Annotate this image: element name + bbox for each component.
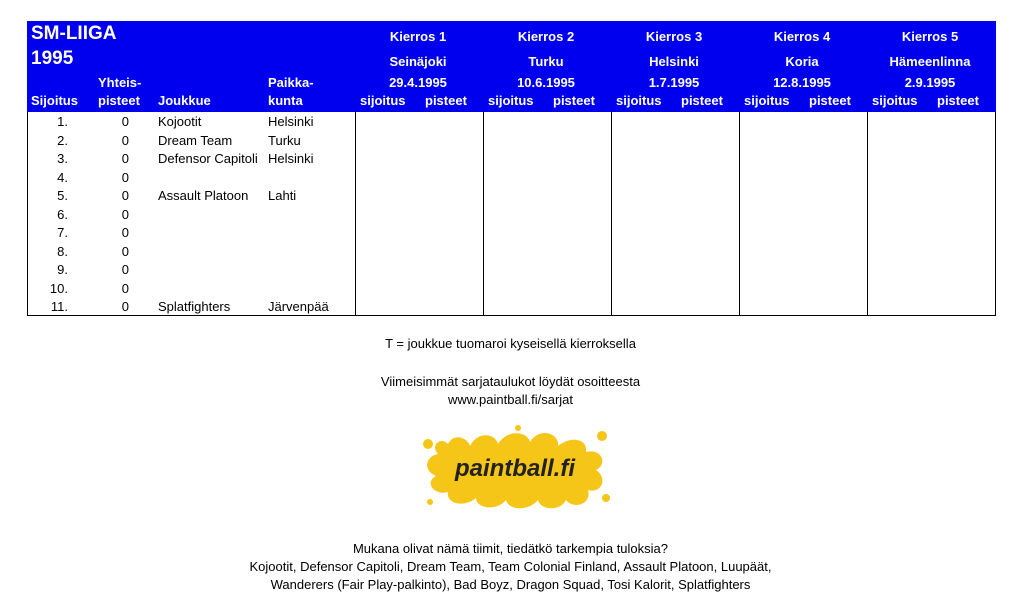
round-name: Kierros 3 bbox=[645, 29, 703, 44]
judging-legend: T = joukkue tuomaroi kyseisellä kierroksella bbox=[385, 336, 636, 351]
round-subheader-points: pisteet bbox=[681, 93, 723, 108]
paint-splat-icon bbox=[420, 424, 610, 512]
round-place: Turku bbox=[528, 54, 564, 69]
rank-cell: 6. bbox=[57, 206, 68, 222]
table-body bbox=[27, 112, 996, 316]
table-header bbox=[27, 21, 996, 112]
rank-cell: 1. bbox=[57, 114, 68, 129]
round-name: Kierros 2 bbox=[517, 29, 575, 44]
round-place: Hämeenlinna bbox=[889, 54, 971, 69]
rank-cell: 2. bbox=[57, 132, 68, 148]
teams-list-line1: Kojootit, Defensor Capitoli, Dream Team, Team Colonial Finland, Assault Platoon, Luupäät, bbox=[249, 559, 772, 574]
round-place: Seinäjoki bbox=[389, 54, 447, 69]
points-cell: 0 bbox=[121, 188, 129, 203]
col-header-city-top: Paikka- bbox=[268, 75, 314, 90]
col-header-points-top: Yhteis- bbox=[98, 75, 142, 90]
points-cell: 0 bbox=[121, 151, 129, 166]
rank-cell: 8. bbox=[57, 243, 68, 259]
league-title: SM-LIIGA bbox=[31, 23, 117, 44]
results-url-link[interactable]: www.paintball.fi/sarjat bbox=[448, 392, 573, 407]
points-cell: 0 bbox=[121, 169, 129, 185]
round-subheader-points: pisteet bbox=[425, 93, 467, 108]
league-year: 1995 bbox=[31, 48, 74, 69]
round-place: Koria bbox=[785, 54, 819, 69]
points-cell: 0 bbox=[121, 280, 129, 296]
round-subheader-points: pisteet bbox=[937, 93, 979, 108]
points-cell: 0 bbox=[121, 262, 129, 277]
rank-cell: 3. bbox=[57, 151, 68, 166]
city-cell: Turku bbox=[268, 132, 301, 148]
team-cell: Assault Platoon bbox=[158, 188, 249, 203]
col-header-points-bottom: pisteet bbox=[98, 93, 140, 108]
col-header-rank: Sijoitus bbox=[31, 93, 78, 108]
round-date: 29.4.1995 bbox=[389, 75, 447, 90]
points-cell: 0 bbox=[121, 114, 129, 129]
teams-question: Mukana olivat nämä tiimit, tiedätkö tarkempia tuloksia? bbox=[352, 541, 669, 556]
logo-text: paintball.fi bbox=[455, 455, 575, 482]
standings-table bbox=[27, 21, 996, 317]
round-subheader-rank: sijoitus bbox=[616, 93, 662, 108]
city-cell: Helsinki bbox=[268, 151, 314, 166]
round-date: 10.6.1995 bbox=[517, 75, 575, 90]
team-cell: Kojootit bbox=[158, 114, 202, 129]
round-subheader-rank: sijoitus bbox=[744, 93, 790, 108]
col-header-city-bottom: kunta bbox=[268, 93, 303, 108]
points-cell: 0 bbox=[121, 132, 129, 148]
rank-cell: 5. bbox=[57, 188, 68, 203]
round-name: Kierros 5 bbox=[901, 29, 959, 44]
round-subheader-points: pisteet bbox=[809, 93, 851, 108]
city-cell: Järvenpää bbox=[268, 299, 329, 314]
round-subheader-points: pisteet bbox=[553, 93, 595, 108]
latest-results-text: Viimeisimmät sarjataulukot löydät osoitteesta bbox=[380, 374, 641, 389]
round-place: Helsinki bbox=[649, 54, 699, 69]
round-date: 1.7.1995 bbox=[648, 75, 700, 90]
rank-cell: 7. bbox=[57, 225, 68, 240]
round-subheader-rank: sijoitus bbox=[488, 93, 534, 108]
col-header-team: Joukkue bbox=[158, 93, 211, 108]
team-cell: Dream Team bbox=[158, 132, 233, 148]
round-date: 2.9.1995 bbox=[904, 75, 956, 90]
points-cell: 0 bbox=[121, 225, 129, 240]
city-cell: Lahti bbox=[268, 188, 297, 203]
rank-cell: 4. bbox=[57, 169, 68, 185]
round-name: Kierros 4 bbox=[773, 29, 831, 44]
rank-cell: 11. bbox=[50, 299, 68, 314]
teams-list-line2: Wanderers (Fair Play-palkinto), Bad Boyz, Dragon Squad, Tosi Kalorit, Splatfighters bbox=[270, 577, 751, 592]
city-cell: Helsinki bbox=[268, 114, 314, 129]
points-cell: 0 bbox=[121, 243, 129, 259]
team-cell: Splatfighters bbox=[158, 299, 231, 314]
round-date: 12.8.1995 bbox=[773, 75, 831, 90]
points-cell: 0 bbox=[121, 299, 129, 314]
rank-cell: 10. bbox=[49, 280, 68, 296]
rank-cell: 9. bbox=[57, 262, 68, 277]
team-cell: Defensor Capitoli bbox=[158, 151, 258, 166]
round-subheader-rank: sijoitus bbox=[872, 93, 918, 108]
paintball-fi-logo[interactable] bbox=[420, 424, 610, 512]
points-cell: 0 bbox=[121, 206, 129, 222]
round-name: Kierros 1 bbox=[389, 29, 447, 44]
round-subheader-rank: sijoitus bbox=[360, 93, 406, 108]
